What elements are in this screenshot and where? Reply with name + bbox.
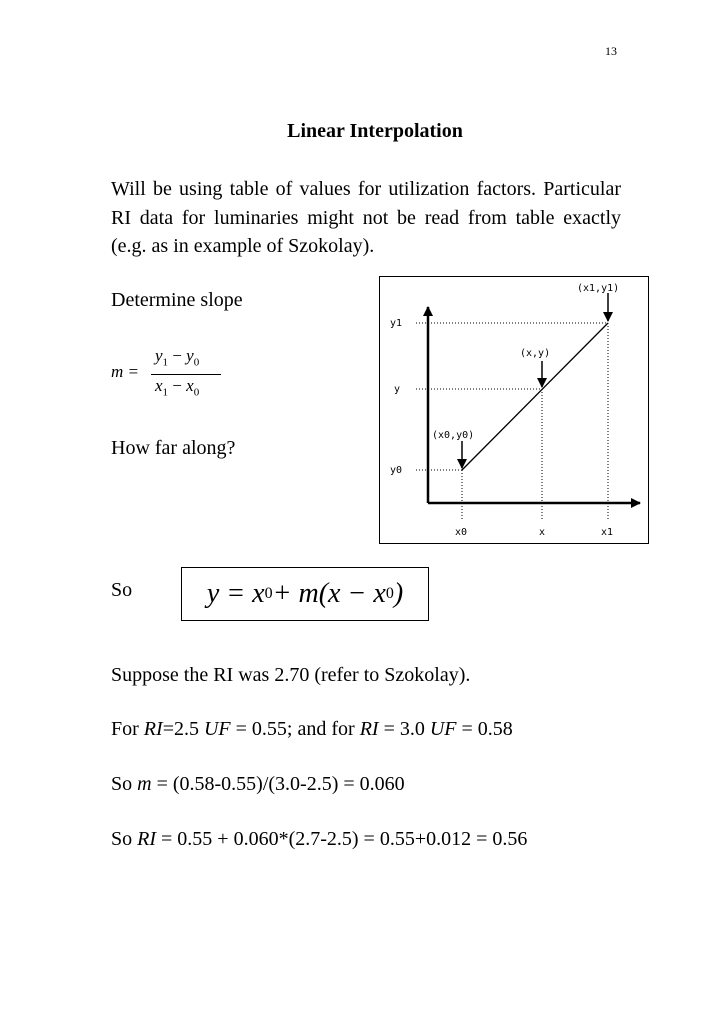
how-far-heading: How far along?: [111, 437, 236, 459]
suppose-text: Suppose the RI was 2.70 (refer to Szokolay).: [111, 664, 471, 686]
interpolation-diagram: [379, 276, 649, 544]
slope-calculation: So m = (0.58-0.55)/(3.0-2.5) = 0.060: [111, 773, 405, 795]
slope-formula-lhs: m =: [111, 362, 139, 381]
label-y: y: [394, 384, 401, 395]
label-x1: x1: [601, 527, 614, 538]
interpolation-equation: y = x 0 + m(x − x 0 ): [181, 567, 429, 621]
so-label: So: [111, 579, 133, 601]
label-y1: y1: [390, 318, 403, 329]
page-number: 13: [605, 44, 617, 58]
label-x: x: [539, 527, 546, 538]
label-x0y0: (x0,y0): [432, 430, 475, 441]
slope-formula: [111, 346, 221, 402]
label-xy: (x,y): [520, 348, 551, 359]
values-line: For RI=2.5 UF = 0.55; and for RI = 3.0 UF = 0.58: [111, 718, 513, 740]
page-title: Linear Interpolation: [287, 120, 463, 142]
label-x1y1: (x1,y1): [577, 283, 620, 294]
intro-paragraph: Will be using table of values for utilization factors. Particular RI data for luminaries might not be read from table exactly (e.g. as in example of Szokolay).: [111, 178, 621, 257]
label-x0: x0: [455, 527, 468, 538]
interpolation-line: [462, 323, 608, 470]
slope-heading: Determine slope: [111, 289, 243, 311]
interpolation-diagram-svg: [380, 277, 648, 543]
slope-numerator: $y_1 - y_0$: [155, 346, 200, 369]
slope-denominator: $x_1 - x_0$: [155, 376, 200, 399]
label-y0: y0: [390, 465, 403, 476]
fraction-bar: [151, 374, 221, 375]
result-calculation: So RI = 0.55 + 0.060*(2.7-2.5) = 0.55+0.012 = 0.56: [111, 828, 528, 850]
